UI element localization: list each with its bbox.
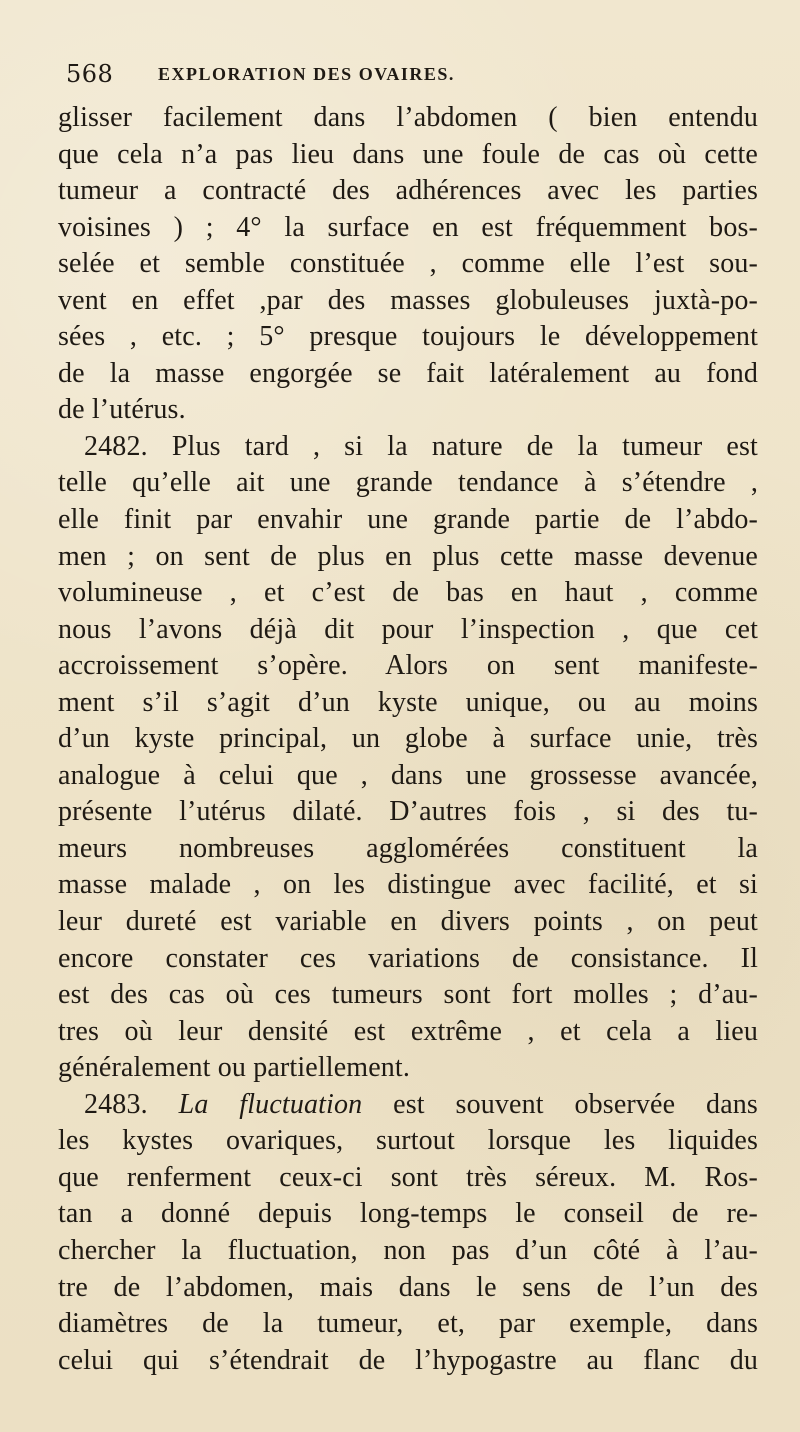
text-line: sées , etc. ; 5° presque toujours le développement [58, 321, 758, 353]
text-line: diamètres de la tumeur, et, par exemple, dans [58, 1308, 758, 1340]
text-line: ment s’il s’agit d’un kyste unique, ou au moins [58, 686, 758, 718]
text-line: elle finit par envahir une grande partie de l’abdo- [58, 504, 758, 536]
text-line: nous l’avons déjà dit pour l’inspection , que cet [58, 613, 758, 645]
text-line: analogue à celui que , dans une grossesse avancée, [58, 759, 758, 791]
text-line: généralement ou partiellement. [58, 1052, 411, 1084]
text-line: est des cas où ces tumeurs sont fort molles ; d’au- [58, 979, 758, 1011]
text-line: les kystes ovariques, surtout lorsque les liquides [58, 1125, 758, 1157]
text-line: présente l’utérus dilaté. D’autres fois , si des tu- [58, 796, 758, 828]
text-line: que renferment ceux-ci sont très séreux. M. Ros- [58, 1161, 758, 1193]
text-line: volumineuse , et c’est de bas en haut , comme [58, 577, 758, 609]
text-line: que cela n’a pas lieu dans une foule de cas où cette [58, 138, 758, 170]
text-line: de la masse engorgée se fait latéralement au fond [58, 357, 758, 389]
text-line: meurs nombreuses agglomérées constituent la [58, 832, 758, 864]
text-line: vent en effet ,par des masses globuleuses juxtà-po- [58, 284, 758, 316]
text-line: tre de l’abdomen, mais dans le sens de l’un des [58, 1271, 758, 1303]
running-head: EXPLORATION DES OVAIRES. [158, 64, 455, 84]
text-line: tres où leur densité est extrême , et cela a lieu [58, 1015, 758, 1047]
text-line: men ; on sent de plus en plus cette masse devenue [58, 540, 758, 572]
paragraph-2482-start: 2482. Plus tard , si la nature de la tumeur est [84, 430, 758, 462]
text-line: encore constater ces variations de consistance. Il [58, 942, 758, 974]
paragraph-text: est souvent observée dans [393, 1088, 758, 1120]
page-number: 568 [66, 60, 114, 88]
italic-term: La fluctuation [178, 1088, 363, 1120]
text-line: glisser facilement dans l’abdomen ( bien entendu [58, 102, 758, 133]
text-line: masse malade , on les distingue avec facilité, et si [58, 869, 758, 901]
text-line: accroissement s’opère. Alors on sent manifeste- [58, 650, 758, 682]
text-line: selée et semble constituée , comme elle l’est sou- [58, 248, 758, 280]
text-line: celui qui s’étendrait de l’hypogastre au flanc du [58, 1344, 758, 1376]
text-line: de l’utérus. [58, 394, 186, 426]
paragraph-2483-start [58, 1087, 758, 1124]
text-line: telle qu’elle ait une grande tendance à s’étendre , [58, 467, 758, 499]
paragraph-number: 2483. [84, 1088, 148, 1120]
body-text [58, 100, 758, 1379]
text-line: leur dureté est variable en divers points , on peut [58, 906, 758, 938]
page-header [66, 62, 706, 92]
text-line: tan a donné depuis long-temps le conseil de re- [58, 1198, 758, 1230]
text-line: tumeur a contracté des adhérences avec les parties [58, 175, 758, 207]
text-line: chercher la fluctuation, non pas d’un côté à l’au- [58, 1234, 758, 1266]
text-line: voisines ) ; 4° la surface en est fréquemment bos- [58, 211, 758, 243]
text-line: d’un kyste principal, un globe à surface unie, très [58, 723, 758, 755]
